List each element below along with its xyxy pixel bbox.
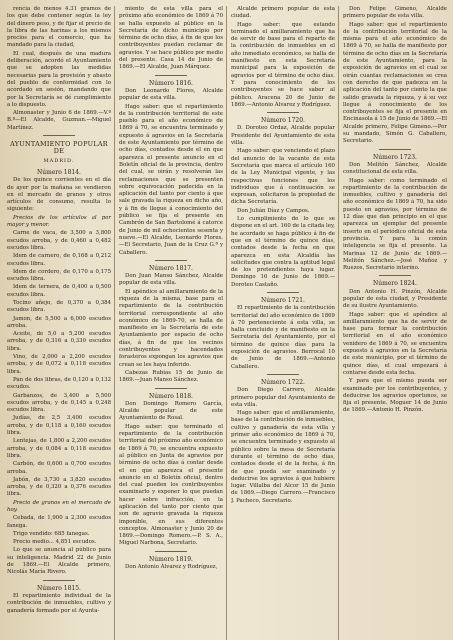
- notice-number: Número 1819.: [149, 555, 193, 563]
- paragraph: Don Felipe Gimeno, Alcalde primero popular de esta villa.: [343, 6, 447, 20]
- paragraph: Precio medio... 4,851 escudos.: [13, 539, 97, 546]
- column-2: [119, 6, 227, 640]
- paragraph: El cual, después de una madura deliberación, acordó el Ayuntamiento que se adopten las medidas necesarias para la provisión y abasto del pueblo de conformidad con lo acordado en sesión, mandando que por la Secretaría se dé cumplimiento a lo dispuesto.: [7, 50, 111, 108]
- paragraph: rencia de menos 4.31 gramos de los que debe contener según la ley del dinero peso, y de fijar el precio de la libra de las harinas a los mismos precios para el comercio, que ha mandado para la ciudad,: [7, 6, 111, 49]
- paragraph: De los quince corrientes en el día de ayer por la mañana se vendieron en el mercado de granos y otros artículos de consumo, resulta lo siguiente:: [7, 177, 111, 213]
- paragraph: Don Leonardo Flores, Alcalde popular de esta villa.: [119, 87, 223, 102]
- paragraph: El repartimiento individual de la contribución de inmuebles, cultivo y ganadería formado por el Ayunta-: [7, 592, 111, 614]
- separator-rule: [155, 75, 186, 76]
- paragraph: Vino, de 2,000 a 2,200 escudos arroba, y de 0,072 a 0,118 escudos libra.: [7, 354, 111, 375]
- notice-number: Número 1815.: [37, 584, 81, 592]
- notice-number: Número 1824.: [373, 280, 417, 288]
- paragraph: Don Julián Díaz y Campos.: [237, 207, 310, 214]
- separator-rule: [43, 135, 74, 136]
- separator-rule: [43, 580, 74, 581]
- separator-rule: [267, 374, 298, 375]
- separator-rule: [267, 292, 298, 293]
- paragraph: Idem de carnero, de 0,168 a 0,212 escudos libra.: [7, 253, 111, 267]
- separator-rule: [379, 275, 410, 276]
- notice-number: Número 1722.: [261, 378, 305, 386]
- paragraph: Judías, de 2,5 3,400 escudos arroba, y de 0,118 a 0,160 escudos libra.: [7, 415, 111, 437]
- paragraph: Hago saber: que estando terminado el amillaramiento que ha de servir de base para el reparto de la contribución de inmuebles en el año inmediato económico, se halla de manifiesto en esta Secretaría municipal para la exposición de agravios por el término de ocho días. Y para conocimiento de los contribuyentes se hace saber al público. Aracena 20 de Junio de 1869.—Antonio Álvarez y Rodríguez.: [231, 21, 335, 108]
- separator-rule: [155, 260, 186, 261]
- paragraph: Idem de cordero, de 0,170 a 0,175 escudos libra.: [7, 268, 111, 283]
- paragraph: Lo cumplimiento de lo que se dispone en el art. 160 de la citada ley, he acordado se haga público á fin de que en el término de quince días, contados desde la fecha en que aparezca en esta Alcaldía las solicitudes que contra la aptitud legal de los pretendientes haya lugar. Domingo 16 de Junio de 1869.—Doroteo Castaño.: [231, 216, 335, 288]
- paragraph: Almonaster y Junio 6 de 1869.—V.º B.º—El Alcalde, Guzman.—Miguel Martínez.: [7, 110, 111, 131]
- paragraph: miento de esta villa para el próximo año económico de 1869 á 70 se halla expuesto al público en la Secretaría de dicho municipio por término de ocho días, á fin de que los contribuyentes puedan reclamar de agravios. Y se hace público por medio del presente. Casa 14 de Junio de 1869.—El Alcalde, Juan Márquez.: [119, 6, 223, 71]
- paragraph: El apéndice al amillaramiento de la riqueza de la misma, base para el repartimiento de la contribución territorial correspondiente al año económico de 1869-70, se halla de manifiesto en la Secretaría de este Ayuntamiento por espacio de ocho días, á fin de que los vecinos contribuyentes y hacendados forasteros expongan los agravios que crean se les haya inferido.: [119, 288, 223, 368]
- paragraph: Don Domingo Romero García, Alcalde popular de este Ayuntamiento de Rosal.: [119, 400, 223, 422]
- column-1: [7, 6, 115, 640]
- paragraph: Don Antonio Álvarez y Rodríguez,: [125, 564, 218, 571]
- separator-rule: [155, 388, 186, 389]
- paragraph: Cebada, de 1,900 a 2,300 escudos fanega.: [7, 515, 111, 529]
- paragraph: Trigo vendido: 685 fanegas.: [13, 530, 90, 537]
- paragraph: Hago saber: que terminado el repartimiento de la contribución territorial del próximo año económico de 1869 á 70, se encuentra expuesto al público en Junta de agravios por término de ocho días á contar desde el en que aparezca el presente anuncio en el Boletín oficial, dentro del cual pueden los contribuyentes examinarlo y exponer lo que puedan hacer sobre infracción, en la aplicación del tanto por ciento que son de agravio gravada la riqueza imponible, en sus diferentes conceptos. Almonaster y Junio 20 de 1869.—Domingo Romero.—P. S. A., Miguel Narbona, Secretario.: [119, 423, 223, 547]
- notice-number: Número 1817.: [149, 264, 193, 272]
- paragraph: Precios de los artículos al por mayor y menor.: [7, 214, 111, 229]
- notice-number: Número 1721.: [261, 296, 305, 304]
- paragraph: Idem de ternera, de 0,400 a 0,500 escudos libra.: [7, 284, 111, 298]
- paragraph: Don Diego Carrero, Alcalde primero popular del Ayuntamiento de esta villa.: [231, 387, 335, 408]
- paragraph: Carne de vaca, de 3,500 a 3,800 escudos arroba, y de 0,460 a 0,482 escudos libra.: [7, 230, 111, 251]
- paragraph: Precio de granos en el mercado de hoy.: [7, 499, 111, 513]
- paragraph: Cabezas Rubias 15 de Junio de 1869.—Juan Manso Sánchez.: [119, 369, 223, 384]
- paragraph: Y para que el mismo pueda ser examinado por los contribuyentes, y deducirse los agravios oportunos, se fija el presente. Moguer 14 de Junio de 1869.—Antonio H. Pinzón.: [343, 378, 447, 414]
- paragraph: Don Antonio H. Pinzón, Alcalde popular de esta ciudad, y Presidente de su ilustre Ayuntamiento.: [343, 288, 447, 310]
- separator-rule: [379, 149, 410, 150]
- paragraph: Hago saber: que el amillaramiento, base de la contribución de inmuebles, cultivo y ganadería de esta villa y primer año económico de 1869 á 70, se encuentra terminado y expuesto al público sobre la mesa de Secretaría durante el término de ocho días, contados desde el de la fecha, á fin de que pueda ser examinado y deducirse los agravios á que hubiere lugar. Villalba del Alcor 15 de Junio de 1869.—Diego Carrero.—Francisco J. Pacheco, Secretario.: [231, 410, 335, 504]
- paragraph: Hago saber: que el repartimiento de la contribución territorial de la misma para el año económico de 1869 á 70, se halla de manifiesto por término de ocho días en la Secretaría de este Ayuntamiento, para la exposición de agravios en el cual se oirán cuantas reclamaciones se crea con derecho de que padezca en la aplicación del tanto por ciento la que salido gravada la riqueza, y á su vez llegue á conocimiento de los contribuyentes se fija el presente en Encinasola á 15 de Junio de 1869.—El Alcalde primero, Felipe Gimeno.—Por su mandado, Simón G. Caballero, Secretario.: [343, 21, 447, 145]
- notice-number: Número 1720.: [261, 117, 305, 125]
- paragraph: D. Doroteo Ordaz, Alcalde popular Presidente del Ayuntamiento de esta villa.: [231, 125, 335, 147]
- paragraph: Hago saber: que el apéndice al amillaramiento que ha de servir de base para formar la contribución territorial en el año económico venidero de 1869 á 70, se encuentra expuesto á agravios en la Secretaría de este municipio, por el término de quince días, el cual empezará á contarse desde esta fecha.: [343, 311, 447, 376]
- paragraph: Alcalde primero popular de esta ciudad.: [231, 6, 335, 20]
- paragraph: Aceite, de 5,0 a 5,200 escudos arroba, y de 0,316 a 0,330 escudos libra.: [7, 331, 111, 352]
- notice-number: Número 1816.: [149, 79, 193, 87]
- column-3: [231, 6, 339, 640]
- paragraph: Don Juan Manso Sánchez, Alcalde popular de esta villa.: [119, 273, 223, 287]
- notice-number: Número 1814.: [37, 168, 81, 176]
- paragraph: El repartimiento de la contribución territorial del año económico de 1869 á 70 perteneciente á esta villa, se halla concluido y de manifiesto en la Secretaría del Ayuntamiento, por el término de quince días para la exposición de agravios. Berrocal 10 de Junio de 1869.—Antonio Caballero.: [231, 305, 335, 370]
- paragraph: Don Melitón Sánchez, Alcalde constitucional de esta villa.: [343, 161, 447, 176]
- separator-rule: [155, 551, 186, 552]
- paragraph: Jabón, de 3,730 a 3,820 escudos arroba, y de 0,320 a 0,376 escudos libra.: [7, 476, 111, 498]
- paragraph: Carbón, de 0,600 a 0,700 escudos arroba.: [7, 461, 111, 475]
- paragraph: Lentejas, de 1,800 a 2,200 escudos arroba, y de 0,084 a 0,118 escudos libra.: [7, 438, 111, 459]
- section-heading: AYUNTAMIENTO POPULAR DE: [10, 140, 108, 156]
- paragraph: Hago saber: que venciendo el plazo del anuncio de la vacante de esta Secretaría que marca el artículo 160 de la Ley Municipal vigente, y las respectivas funciones que los individuos que á continuación se expresan, solicitaron la propiedad de dicha Secretaría.: [231, 148, 335, 206]
- paragraph: Lo que se anuncia al público para su inteligencia. Madrid 22 de Junio de 1869.—El Alcalde primero, Nicolás María Rivero.: [7, 547, 111, 576]
- section-subheading: MADRID.: [43, 157, 75, 164]
- paragraph: Jamon, de 5,500 a 6,000 escudos arroba.: [7, 315, 111, 329]
- notice-number: Número 1818.: [149, 392, 193, 400]
- paragraph: Hago saber: que el repartimiento de la contribución territorial de este pueblo para el año económico de 1869 á 70, se encuentra terminado y expuesto á agravios en la Secretaría de este Ayuntamiento por término de ocho días, contados desde el en que aparezca el presente anuncio en el Boletín oficial de la provincia, dentro del cual, se oirán y resolverán las reclamaciones que se presenten sobre equivocación padecida en la aplicación del tanto por ciento á que sale gravada la riqueza en dicho año, y á fin de llegue á conocimiento del público se fija el presente en Cambrón de San Bartolomé á catorce de Junio de mil ochocientos sesenta y nueve.—El Alcalde, Leonardo Flores.—El Secretario, Juan de la Cruz G.ª y Caballero.: [119, 103, 223, 256]
- paragraph: Tocino añejo, de 0,370 a 0,384 escudos libra.: [7, 299, 111, 314]
- paragraph: Pan de dos libras, de 0,120 a 0,132 escudos.: [7, 376, 111, 391]
- notice-number: Número 1723.: [373, 153, 417, 161]
- paragraph: Hago saber: como terminado el repartimiento de la contribución de inmuebles, cultivo y ganadería del año económico de 1869 á 70, ha sido puesto en agravios, por término de 12 días que dan principio en el que aparezca un ejemplar del presente inserto en el periódico oficial de esta provincia. Y para la común inteligencia se fija el presente. La Marinas 12 de Junio de 1869.—Melitón Sánchez.—José Muñoz y Ruezos, Secretario interino.: [343, 177, 447, 272]
- separator-rule: [267, 112, 298, 113]
- paragraph: Garbanzos, de 3,400 a 5,500 escudos arroba, y de 0,145 a 0,248 escudos libra.: [7, 392, 111, 414]
- column-4: [343, 6, 447, 640]
